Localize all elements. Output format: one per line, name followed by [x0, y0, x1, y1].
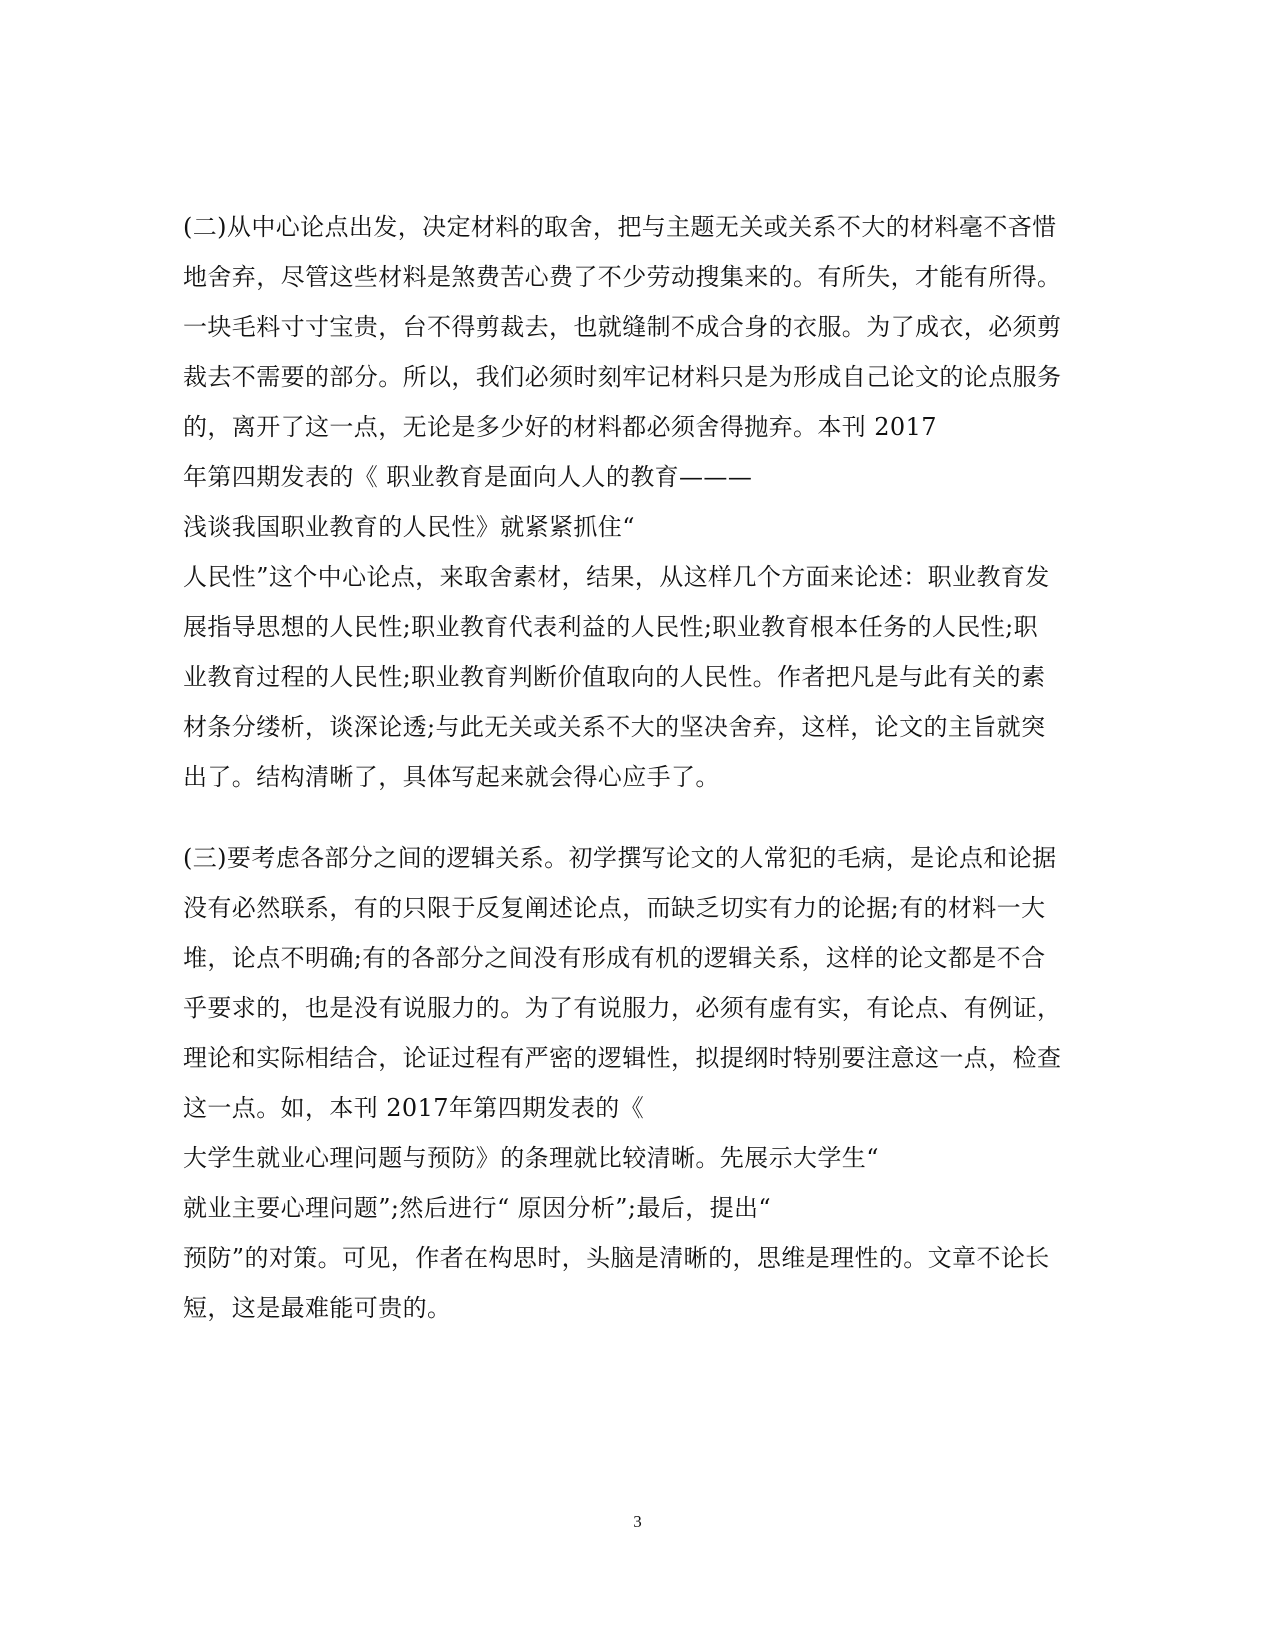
text-line: 没有必然联系，有的只限于反复阐述论点，而缺乏切实有力的论据;有的材料一大 [183, 894, 1046, 922]
paragraph-three [183, 833, 1093, 1333]
text-line: 一块毛料寸寸宝贵，台不得剪裁去，也就缝制不成合身的衣服。为了成衣，必须剪 [183, 313, 1062, 341]
text-line: 地舍弃，尽管这些材料是煞费苦心费了不少劳动搜集来的。有所失，才能有所得。 [183, 263, 1062, 291]
text-line: 浅谈我国职业教育的人民性》就紧紧抓住“ [183, 513, 635, 541]
text-line: 大学生就业心理问题与预防》的条理就比较清晰。先展示大学生“ [183, 1144, 879, 1172]
text-line: 就业主要心理问题”;然后进行“ 原因分析”;最后，提出“ [183, 1194, 772, 1222]
text-line: 人民性”这个中心论点，来取舍素材，结果，从这样几个方面来论述：职业教育发 [183, 563, 1050, 591]
paragraph-two [183, 202, 1093, 802]
text-line: 年第四期发表的《 职业教育是面向人人的教育——— [183, 463, 753, 491]
text-line: 这一点。如，本刊 2017年第四期发表的《 [183, 1094, 645, 1122]
text-line: 展指导思想的人民性;职业教育代表利益的人民性;职业教育根本任务的人民性;职 [183, 613, 1039, 641]
text-line: (二)从中心论点出发，决定材料的取舍，把与主题无关或关系不大的材料毫不吝惜 [183, 213, 1057, 241]
text-line: 乎要求的，也是没有说服力的。为了有说服力，必须有虚有实，有论点、有例证， [183, 994, 1062, 1022]
text-line: (三)要考虑各部分之间的逻辑关系。初学撰写论文的人常犯的毛病，是论点和论据 [183, 844, 1057, 872]
text-line: 理论和实际相结合，论证过程有严密的逻辑性，拟提纲时特别要注意这一点，检查 [183, 1044, 1062, 1072]
text-line: 短，这是最难能可贵的。 [183, 1294, 452, 1322]
text-line: 的，离开了这一点，无论是多少好的材料都必须舍得抛弃。本刊 2017 [183, 413, 937, 441]
text-line: 材条分缕析，谈深论透;与此无关或关系不大的坚决舍弃，这样，论文的主旨就突 [183, 713, 1046, 741]
text-line: 出了。结构清晰了，具体写起来就会得心应手了。 [183, 763, 720, 791]
page-number: 3 [633, 1512, 642, 1531]
text-line: 堆，论点不明确;有的各部分之间没有形成有机的逻辑关系，这样的论文都是不合 [183, 944, 1046, 972]
text-line: 预防”的对策。可见，作者在构思时，头脑是清晰的，思维是理性的。文章不论长 [183, 1244, 1050, 1272]
text-line: 业教育过程的人民性;职业教育判断价值取向的人民性。作者把凡是与此有关的素 [183, 663, 1046, 691]
text-line: 裁去不需要的部分。所以，我们必须时刻牢记材料只是为形成自己论文的论点服务 [183, 363, 1062, 391]
